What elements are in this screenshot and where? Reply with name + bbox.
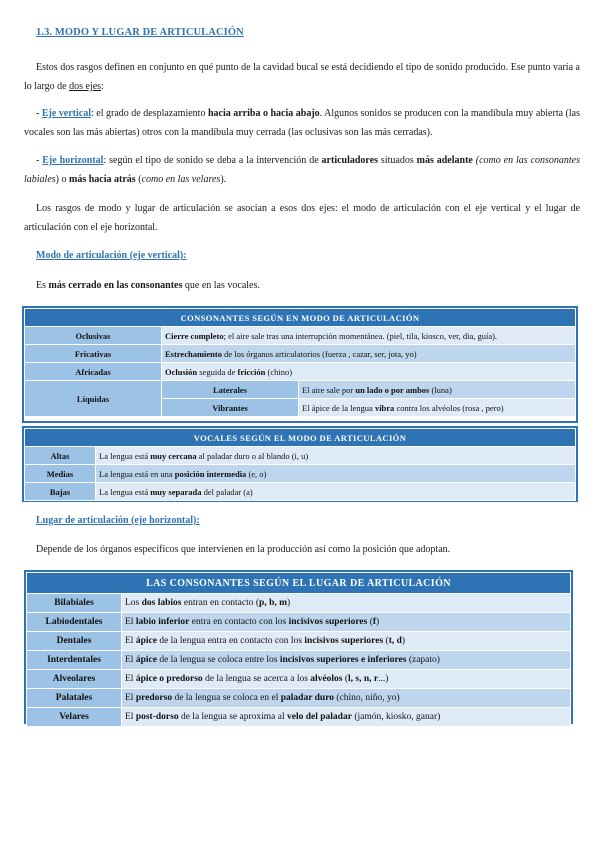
desc-text: ( (383, 636, 389, 646)
row-desc (96, 447, 576, 465)
desc-text: de los órganos articulatorios (fuerza , cazar, ser, jota, yo) (221, 348, 417, 359)
horizontal-bold-2: más adelante (416, 155, 473, 166)
desc-text: La lengua está (99, 450, 151, 461)
horizontal-axis-paragraph (24, 151, 580, 189)
vertical-text-1: : el grado de desplazamiento (91, 108, 208, 119)
vertical-axis-label: Eje vertical (41, 108, 91, 119)
desc-bold: post-dorso (135, 712, 179, 722)
desc-bold: incisivos superiores (304, 636, 384, 646)
vertical-text-2: . Algunos sonidos se producen con la mandíbula muy abierta (las vocales son las más abiertas) otros con la mandíbula muy cerrada (las oclusivas son las más cerradas). (24, 108, 580, 138)
row-desc (122, 651, 571, 670)
desc-bold: vibra (374, 402, 395, 413)
row-label: Bajas (25, 483, 96, 501)
row-desc (96, 465, 576, 483)
intro-underlined: dos ejes (69, 81, 102, 92)
table-row (25, 447, 576, 465)
desc-bold: ápice o predorso (135, 674, 203, 684)
table-row (27, 632, 571, 651)
desc-text: de la lengua se coloca en el (172, 693, 281, 703)
desc-text: El (125, 693, 136, 703)
desc-bold: fricción (237, 366, 266, 377)
desc-text: entra en contacto con los (189, 617, 289, 627)
horizontal-italic-2: como en las velares (141, 174, 221, 185)
desc-text: La lengua está en una (99, 468, 175, 479)
row-desc-oclusivas (162, 327, 576, 345)
row-desc-vibrantes (299, 399, 576, 417)
desc-text: El aire sale por (302, 384, 356, 395)
desc-bold: un lado o por ambos (355, 384, 430, 395)
modo-paragraph (36, 276, 576, 295)
desc-bold: alvéolos (310, 674, 343, 684)
modo-bold: más cerrado en las consonantes (48, 280, 183, 291)
desc-text: (jamón, kiosko, ganar) (351, 712, 441, 722)
row-label-oclusivas: Oclusivas (25, 327, 162, 345)
desc-bold: ápice (135, 655, 157, 665)
row-label: Medias (25, 465, 96, 483)
desc-text: (chino) (265, 366, 293, 377)
desc-bold: paladar duro (280, 693, 334, 703)
desc-bold: muy cercana (150, 450, 197, 461)
modo-text-1: Es (36, 280, 49, 291)
desc-bold: l, s, n, r (348, 674, 379, 684)
desc-bold: predorso (135, 693, 173, 703)
row-label: Velares (27, 708, 122, 727)
desc-bold: f (372, 617, 377, 627)
desc-text: seguida de (197, 366, 238, 377)
row-label: Altas (25, 447, 96, 465)
desc-text: El (125, 655, 136, 665)
table-row (27, 613, 571, 632)
table-row (27, 708, 571, 727)
row-desc-africadas (162, 363, 576, 381)
desc-text: El (125, 636, 136, 646)
horizontal-bold-3: más hacia atrás (69, 174, 136, 185)
desc-text: al paladar duro o al blando (i, u) (196, 450, 309, 461)
row-label: Labiodentales (27, 613, 122, 632)
consonants-place-table (26, 572, 571, 727)
table-row (27, 594, 571, 613)
row-desc (122, 689, 571, 708)
table-row (25, 465, 576, 483)
desc-bold: Oclusión (165, 366, 198, 377)
desc-text: Los (125, 598, 142, 608)
intro-text: Estos dos rasgos definen en conjunto en qué punto de la cavidad bucal se está decidiendo el tipo de sonido producido. Ese punto varía a lo largo de (24, 62, 580, 92)
table1-title: CONSONANTES SEGÚN EN MODO DE ARTICULACIÓN (25, 309, 576, 327)
desc-text: El (125, 674, 136, 684)
desc-bold: t, d (388, 636, 402, 646)
row-desc-fricativas (162, 345, 576, 363)
horizontal-text-5: ). (220, 174, 227, 185)
table-row (25, 483, 576, 501)
desc-text: (zapato) (406, 655, 440, 665)
desc-bold: ápice (135, 636, 157, 646)
row-desc (122, 594, 571, 613)
row-label-fricativas: Fricativas (25, 345, 162, 363)
table-row (27, 651, 571, 670)
desc-text: ) (401, 636, 406, 646)
desc-text: El (125, 617, 136, 627)
vertical-axis-paragraph (24, 104, 580, 142)
desc-text: ( (367, 617, 373, 627)
desc-text: El (125, 712, 136, 722)
desc-bold: Cierre completo (165, 330, 224, 341)
horizontal-italic-1: (como en las consonantes labiales (24, 155, 580, 185)
row-desc (122, 708, 571, 727)
desc-text: ( (342, 674, 349, 684)
vertical-bold-1: hacia arriba o hacia abajo (207, 108, 320, 119)
row-label-laterales: Laterales (162, 381, 299, 399)
desc-bold: muy separada (150, 486, 202, 497)
row-label: Interdentales (27, 651, 122, 670)
table2-title: VOCALES SEGÚN EL MODO DE ARTICULACIÓN (25, 429, 576, 447)
table-row (25, 381, 576, 399)
table3-title: LAS CONSONANTES SEGÚN EL LUGAR DE ARTICULACIÓN (27, 573, 571, 594)
desc-text: La lengua está (99, 486, 151, 497)
desc-bold: dos labios (141, 598, 182, 608)
desc-text: ; el aire sale tras una interrupción momentánea. (piel, tila, kiosco, ver, dia, guía). (223, 330, 498, 341)
section-heading: 1.3. MODO Y LUGAR DE ARTICULACIÓN (36, 27, 244, 38)
vowels-manner-table (24, 428, 576, 501)
table-row (25, 345, 576, 363)
horizontal-text-2: situados (378, 155, 417, 166)
desc-bold: labio inferior (135, 617, 190, 627)
desc-text: del paladar (a) (201, 486, 253, 497)
desc-text: entran en contacto ( (181, 598, 260, 608)
desc-text: El ápice de la lengua (302, 402, 375, 413)
horizontal-axis-label: Eje horizontal (42, 155, 104, 166)
modo-subheading: Modo de articulación (eje vertical): (36, 250, 187, 261)
intro-paragraph (24, 58, 580, 96)
row-label: Palatales (27, 689, 122, 708)
horizontal-text-3: ) o (55, 174, 70, 185)
table-row (25, 363, 576, 381)
desc-bold: incisivos superiores (288, 617, 368, 627)
row-label-africadas: Africadas (25, 363, 162, 381)
desc-text: ) (287, 598, 291, 608)
table-row (25, 327, 576, 345)
row-desc (122, 670, 571, 689)
row-desc (122, 613, 571, 632)
desc-text: (luna) (429, 384, 452, 395)
row-label: Bilabiales (27, 594, 122, 613)
row-label: Dentales (27, 632, 122, 651)
horizontal-text-1: : según el tipo de sonido se deba a la intervención de (103, 155, 322, 166)
horizontal-text-4: ( (135, 174, 142, 185)
desc-text: de la lengua entra en contacto con los (156, 636, 305, 646)
horizontal-bold-1: articuladores (321, 155, 379, 166)
bullet-dash: - (36, 155, 43, 166)
row-desc (122, 632, 571, 651)
row-label-liquidas: Líquidas (25, 381, 162, 417)
row-label: Alveolares (27, 670, 122, 689)
desc-text: de la lengua se acerca a los (202, 674, 311, 684)
row-desc (96, 483, 576, 501)
modo-text-2: que en las vocales. (182, 280, 260, 291)
bullet-dash: - (36, 108, 42, 119)
desc-text: de la lengua se coloca entre los (156, 655, 280, 665)
table-row (27, 689, 571, 708)
desc-bold: velo del paladar (287, 712, 352, 722)
desc-text: ...) (378, 674, 389, 684)
desc-text: (e, o) (246, 468, 267, 479)
desc-text: (chino, niño, yo) (334, 693, 400, 703)
desc-text: contra los alvéolos (rosa , pero) (394, 402, 504, 413)
summary-paragraph: Los rasgos de modo y lugar de articulación se asocian a esos dos ejes: el modo de articulación con el eje vertical y el lugar de articulación con el eje horizontal. (24, 203, 580, 233)
desc-bold: posición intermedia (174, 468, 247, 479)
row-desc-laterales (299, 381, 576, 399)
lugar-subheading: Lugar de articulación (eje horizontal): (36, 515, 200, 526)
desc-bold: incisivos superiores e inferiores (279, 655, 407, 665)
lugar-paragraph: Depende de los órganos específicos que intervienen en la producción así como la posición que adoptan. (36, 544, 451, 555)
desc-text: ) (376, 617, 380, 627)
desc-bold: p, b, m (259, 598, 288, 608)
table-row (27, 670, 571, 689)
consonants-manner-table (24, 308, 576, 417)
row-label-vibrantes: Vibrantes (162, 399, 299, 417)
desc-text: de la lengua se aproxima al (178, 712, 288, 722)
intro-colon: : (101, 81, 104, 92)
desc-bold: Estrechamiento (165, 348, 222, 359)
